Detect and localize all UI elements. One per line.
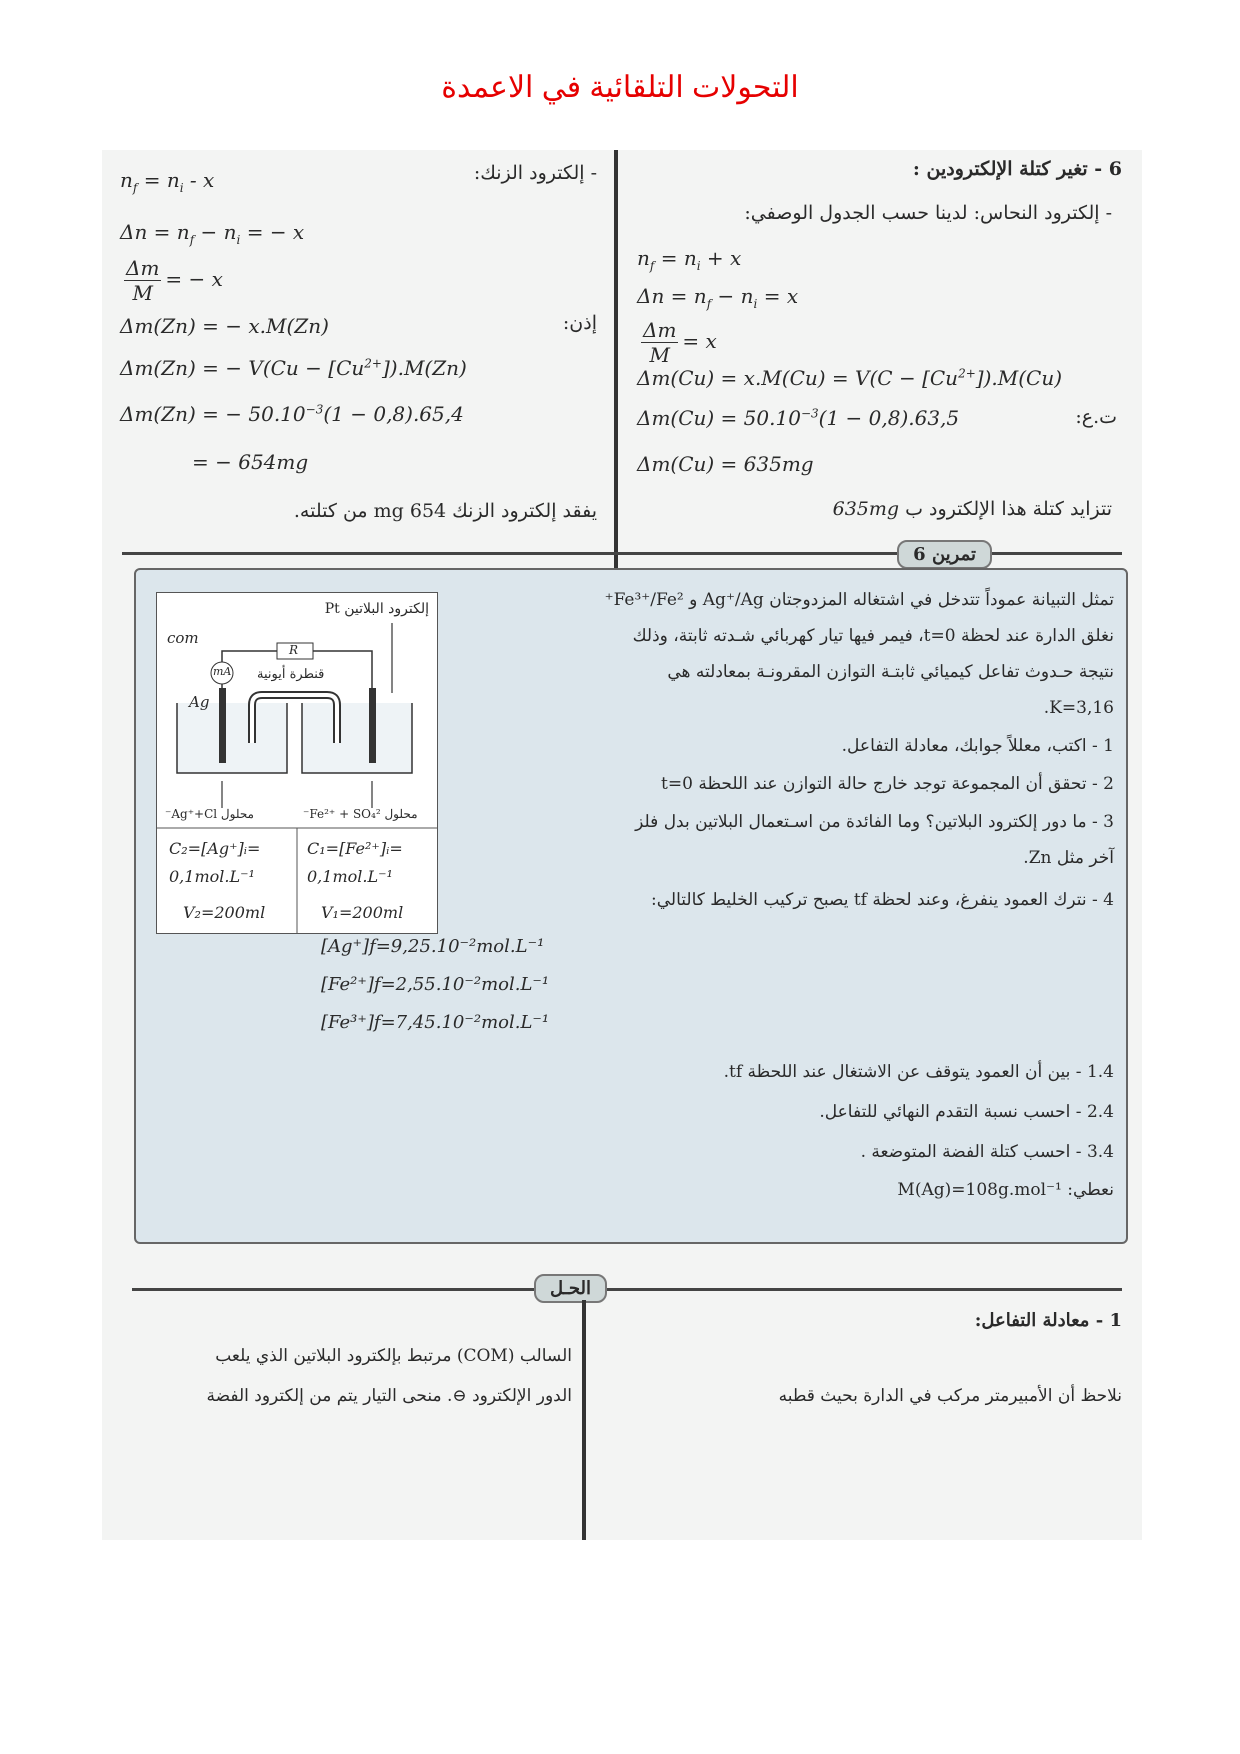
- question-4-3: 3.4 - احسب كتلة الفضة المتوضعة .: [860, 1142, 1114, 1162]
- zinc-eq-4: Δm(Zn) = − x.M(Zn): [120, 314, 329, 338]
- salt-bridge-label: قنطرة أيونية: [257, 667, 325, 682]
- scanned-page: [102, 150, 1142, 1540]
- question-3a: 3 - ما دور إلكترود البلاتين؟ وما الفائدة من اسـتعمال البلاتين بدل فلز: [635, 812, 1114, 832]
- left-solution-label: محلول Ag⁺+Cl⁻: [165, 807, 254, 821]
- zinc-eq-6: Δm(Zn) = − $50.10^{-3}(1 - 0,8).65,4$: [120, 402, 464, 426]
- zinc-intro: - إلكترود الزنك:: [473, 162, 597, 184]
- pt-electrode-label: إلكترود البلاتين Pt: [324, 601, 429, 617]
- concentration-ag: [Ag⁺]f=9,25.10⁻²mol.L⁻¹: [321, 936, 545, 957]
- resistor-label: R: [289, 643, 299, 657]
- copper-eq-5: $\Delta m(Cu) = 50.10^{-3}(1 - 0,8).63,5$: [637, 406, 960, 430]
- v2-label: V₂=200ml: [183, 903, 266, 922]
- exercise-line-1: تمثل التبيانة عموداً تتدخل في اشتغاله المزدوجتان Ag⁺/Ag و Fe³⁺/Fe²⁺: [604, 590, 1114, 610]
- concentration-fe3: [Fe³⁺]f=7,45.10⁻²mol.L⁻¹: [321, 1012, 550, 1033]
- c1-value: 0,1mol.L⁻¹: [307, 867, 393, 886]
- section-heading: 6 - تغير كتلة الإلكترودين :: [912, 158, 1122, 180]
- silver-electrode-label: Ag: [189, 693, 210, 711]
- exercise-badge: تمرين 6: [897, 540, 992, 569]
- zinc-eq-7: = − 654mg: [192, 450, 309, 474]
- concentration-fe2: [Fe²⁺]f=2,55.10⁻²mol.L⁻¹: [321, 974, 550, 995]
- zinc-eq-5: Δm(Zn) = − $V(Cu - [Cu^{2+}]).M(Zn)$: [120, 356, 467, 380]
- zinc-eq-2: $\Delta n = n_f - n_i$ = − x: [120, 220, 305, 247]
- exercise-line-2: نغلق الدارة عند لحظة t=0، فيمر فيها تيار كهربائي شـدته ثابتة، وذلك: [632, 626, 1114, 646]
- question-2: 2 - تحقق أن المجموعة توجد خارج حالة التوازن عند اللحظة t=0: [661, 774, 1114, 794]
- copper-conclusion: تتزايد كتلة هذا الإلكترود ب 635mg: [832, 498, 1112, 520]
- exercise-line-4: .K=3,16: [1043, 698, 1114, 718]
- question-3b: آخر مثل Zn.: [1023, 848, 1114, 868]
- copper-eq-3: $\frac{\Delta m}{M}$ = x: [643, 318, 717, 367]
- v1-label: V₁=200ml: [321, 903, 404, 922]
- copper-eq-2: $\Delta n = n_f - n_i = x$: [637, 284, 799, 311]
- solution-left-text-2: الدور الإلكترود ⊖. منحى التيار يتم من إلكترود الفضة: [206, 1386, 572, 1406]
- copper-intro: - إلكترود النحاس: لدينا حسب الجدول الوصفي:: [744, 202, 1112, 224]
- c2-value: 0,1mol.L⁻¹: [169, 867, 255, 886]
- right-solution-label: محلول Fe²⁺ + SO₄²⁻: [303, 807, 418, 821]
- copper-ta-label: ت.ع:: [1075, 406, 1117, 428]
- electrochemical-cell-diagram: [156, 592, 438, 934]
- exercise-line-3: نتيجة حـدوث تفاعل كيميائي ثابتـة التوازن المقرونـة بمعادلته هي: [667, 662, 1114, 682]
- given-data: نعطي: M(Ag)=108g.mol⁻¹: [897, 1180, 1114, 1200]
- exercise-box: [134, 568, 1128, 1244]
- copper-eq-1: $n_f = n_i + x$: [637, 246, 742, 273]
- solution-divider: [132, 1288, 1122, 1291]
- solution-heading: 1 - معادلة التفاعل:: [974, 1310, 1122, 1331]
- question-4-2: 2.4 - احسب نسبة التقدم النهائي للتفاعل.: [819, 1102, 1114, 1122]
- c1-label: C₁=[Fe²⁺]ᵢ=: [307, 839, 403, 858]
- c2-label: C₂=[Ag⁺]ᵢ=: [169, 839, 261, 858]
- zinc-eq-3: $\frac{\Delta m}{M}$ = − x: [126, 256, 223, 305]
- copper-eq-6: Δm(Cu) = 635mg: [637, 452, 814, 476]
- question-4-1: 1.4 - بين أن العمود يتوقف عن الاشتغال عند اللحظة tf.: [723, 1062, 1114, 1082]
- zinc-eq-1: $n_f = n_i - x$: [120, 168, 215, 195]
- column-divider-top: [614, 150, 618, 600]
- zinc-idhan-label: إذن:: [562, 312, 597, 334]
- ammeter-label: mA: [213, 665, 232, 678]
- solution-badge: الحـل: [534, 1274, 607, 1303]
- question-1: 1 - اكتب، معللاً جوابك، معادلة التفاعل.: [841, 736, 1114, 756]
- page-title: التحولات التلقائية في الاعمدة: [441, 71, 799, 104]
- column-divider-bottom: [582, 1300, 586, 1540]
- copper-eq-4: $\Delta m(Cu) = x.M(Cu) = V(C - [Cu^{2+}]).M(Cu)$: [637, 366, 1062, 390]
- zinc-conclusion: يفقد إلكترود الزنك 654 mg من كتلته.: [293, 500, 597, 522]
- solution-right-text: نلاحظ أن الأمبيرمتر مركب في الدارة بحيث قطبه: [778, 1386, 1122, 1406]
- question-4: 4 - نترك العمود ينفرغ، وعند لحظة tf يصبح تركيب الخليط كالتالي:: [651, 890, 1114, 910]
- solution-left-text-1: السالب (COM) مرتبط بإلكترود البلاتين الذي يلعب: [215, 1346, 572, 1366]
- com-label: com: [167, 629, 199, 647]
